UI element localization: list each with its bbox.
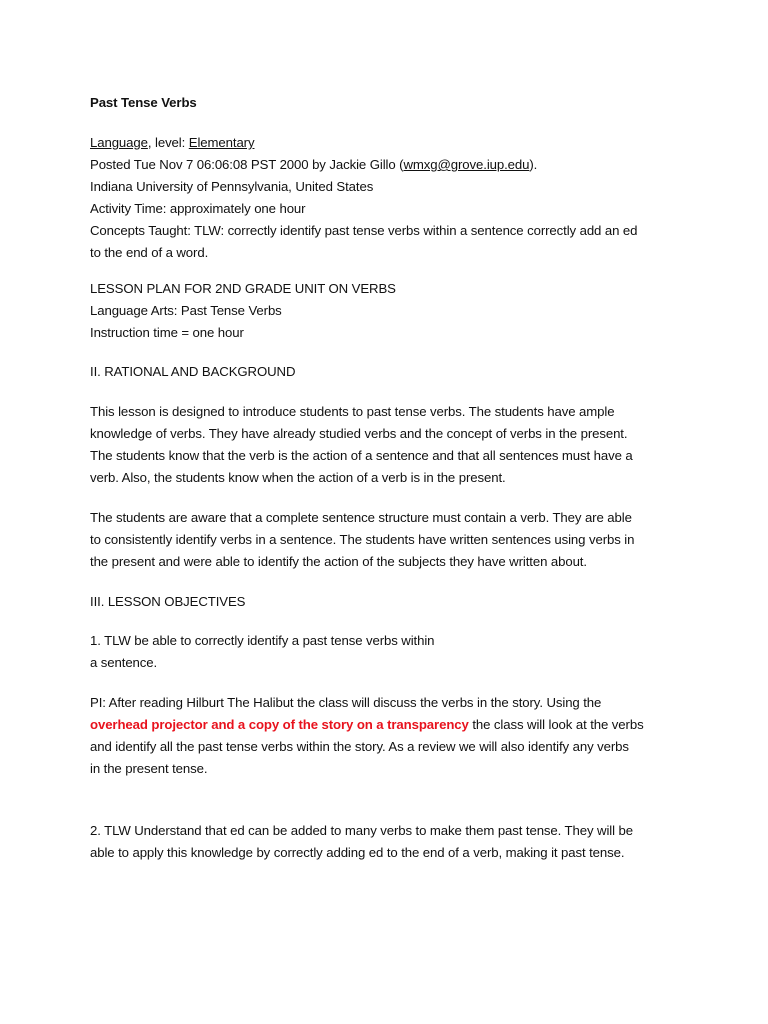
objective-2 [90,820,690,864]
language-link[interactable]: Language [90,135,148,150]
level-link[interactable]: Elementary [188,135,255,150]
paragraph-line: This lesson is designed to introduce students to past tense verbs. The students have ample [90,404,615,419]
concepts-line-2: to the end of a word. [90,245,209,260]
meta-language-line [90,132,690,154]
concepts-line-1: Concepts Taught: TLW: correctly identify past tense verbs within a sentence correctly add an ed [90,223,638,238]
paragraph-line: a sentence. [90,655,158,670]
pi-paragraph [90,692,690,780]
document-title: Past Tense Verbs [90,95,197,110]
background-paragraph-1 [90,401,690,489]
section-2-heading: II. RATIONAL AND BACKGROUND [90,364,296,379]
activity-time-line: Activity Time: approximately one hour [90,201,306,216]
posted-prefix: Posted Tue Nov 7 06:06:08 PST 2000 by Jackie Gillo ( [90,157,404,172]
section-3-heading: III. LESSON OBJECTIVES [90,594,246,609]
pi-line-2-rest: the class will look at the verbs [468,717,644,732]
institution-line: Indiana University of Pennsylvania, United States [90,179,374,194]
paragraph-line: PI: After reading Hilburt The Halibut the class will discuss the verbs in the story. Using the [90,695,602,710]
paragraph-line: the present and were able to identify the action of the subjects they have written about. [90,554,587,569]
paragraph-line: 2. TLW Understand that ed can be added to many verbs to make them past tense. They will be [90,823,633,838]
paragraph-line: and identify all the past tense verbs within the story. As a review we will also identify any verbs [90,739,629,754]
posted-suffix: ). [529,157,538,172]
level-text: , level: [147,135,189,150]
posted-line [90,154,690,176]
paragraph-line: verb. Also, the students know when the action of a verb is in the present. [90,470,506,485]
highlighted-phrase: overhead projector and a copy of the story on a transparency [90,717,469,732]
instruction-time-line: Instruction time = one hour [90,325,244,340]
paragraph-line: knowledge of verbs. They have already studied verbs and the concept of verbs in the present. [90,426,628,441]
author-email-link[interactable]: wmxg@grove.iup.edu [403,157,530,172]
lesson-plan-heading: LESSON PLAN FOR 2ND GRADE UNIT ON VERBS [90,281,396,296]
paragraph-line: to consistently identify verbs in a sentence. The students have written sentences using verbs in [90,532,635,547]
document-page [90,92,690,864]
language-arts-line: Language Arts: Past Tense Verbs [90,303,282,318]
paragraph-line: The students know that the verb is the action of a sentence and that all sentences must have a [90,448,633,463]
paragraph-line: The students are aware that a complete sentence structure must contain a verb. They are able [90,510,632,525]
background-paragraph-2 [90,507,690,573]
pi-line-2 [90,714,690,736]
paragraph-line: able to apply this knowledge by correctly adding ed to the end of a verb, making it past tense. [90,845,625,860]
paragraph-line: 1. TLW be able to correctly identify a past tense verbs within [90,633,435,648]
paragraph-line: in the present tense. [90,761,208,776]
objective-1 [90,630,690,674]
